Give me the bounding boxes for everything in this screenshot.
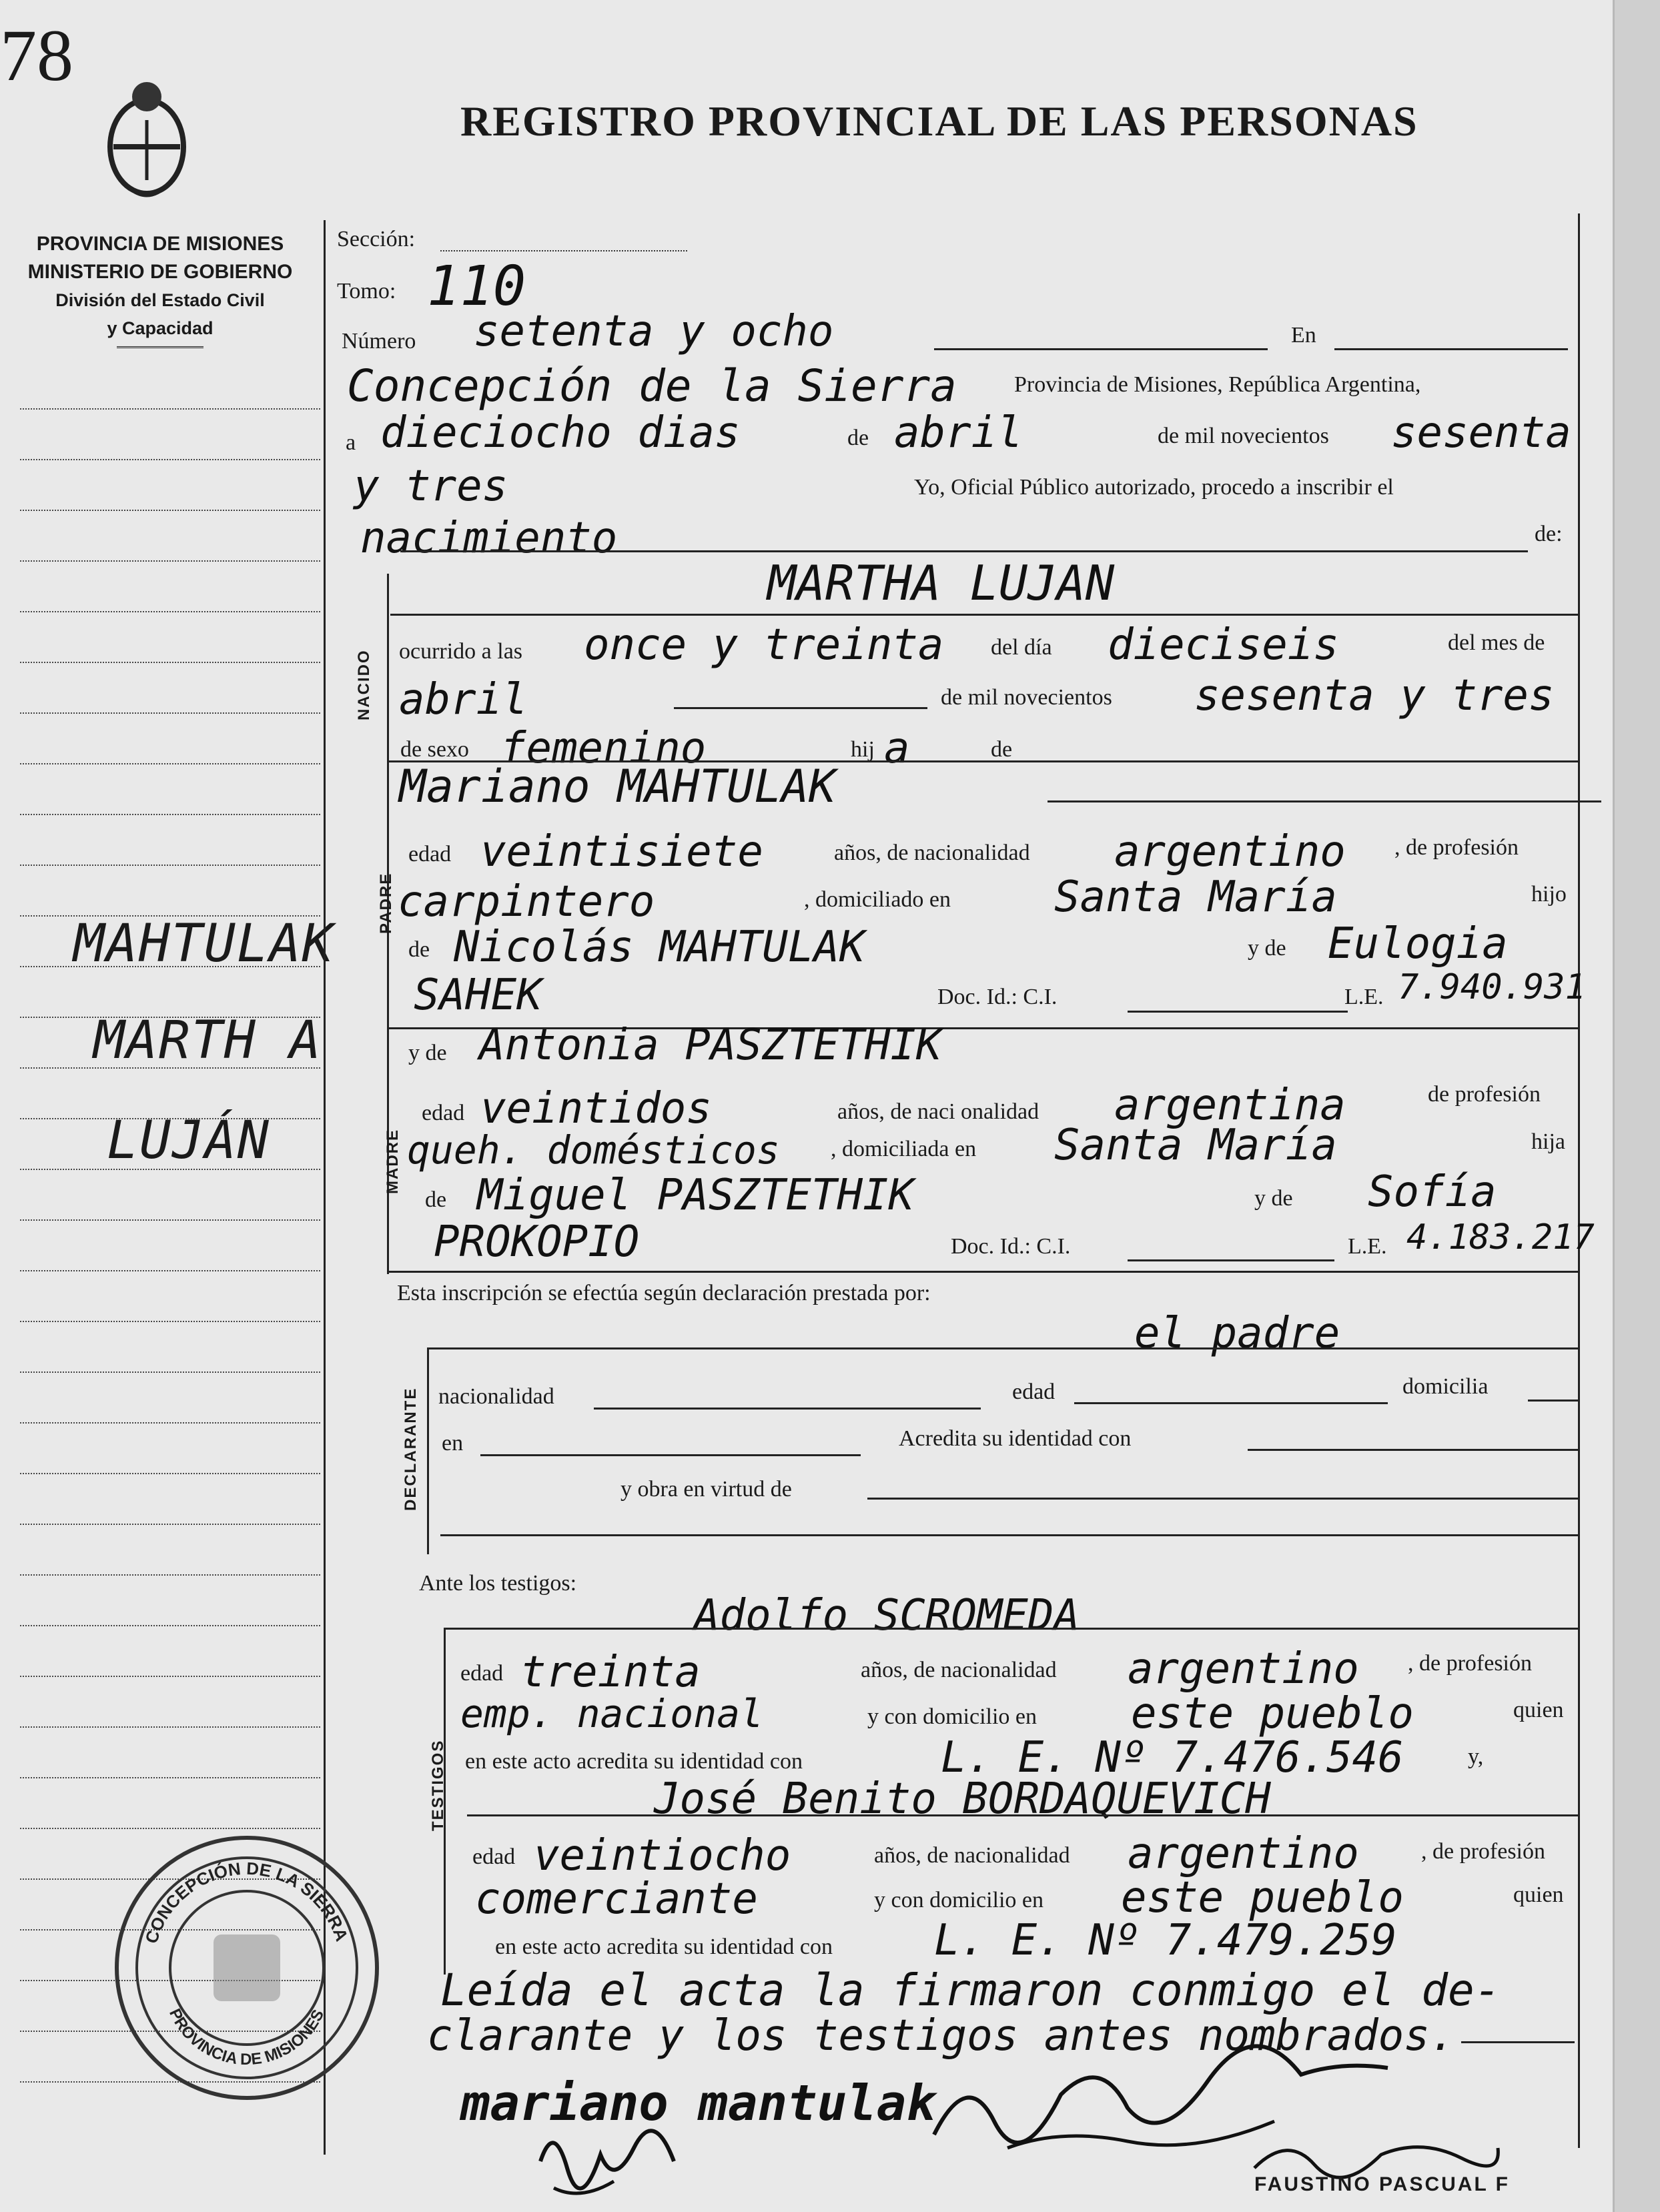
hij-label: hij (851, 737, 875, 762)
t2-edad-label: edad (472, 1844, 516, 1869)
margin-ruled-line (20, 560, 320, 562)
sexo-value: femenino (500, 724, 707, 773)
obra-line (867, 1498, 1578, 1500)
dom-label: , domiciliado en (804, 887, 951, 912)
mother-domicile: Santa María (1054, 1121, 1337, 1170)
le-label: L.E. (1348, 1234, 1387, 1259)
section-divider (387, 574, 389, 760)
margin-ruled-line (20, 1422, 320, 1424)
closing-line-2: clarante y los testigos antes nombrados. (427, 2011, 1456, 2061)
t1-dom-label: y con domicilio en (867, 1704, 1038, 1729)
mother-age: veintidos (480, 1084, 712, 1133)
province-text: Provincia de Misiones, República Argentina, (1014, 372, 1421, 397)
tomo-label: Tomo: (337, 279, 396, 304)
authority-line: y Capacidad (107, 318, 214, 338)
margin-ruled-line (20, 1726, 320, 1728)
father-profession: carpintero (398, 877, 655, 927)
t1-quien-label: quien (1513, 1698, 1564, 1722)
paternal-grandfather: Nicolás MAHTULAK (454, 923, 865, 972)
margin-ruled-line (20, 1473, 320, 1474)
birth-month-line (674, 707, 927, 709)
acredita-label: Acredita su identidad con (899, 1426, 1132, 1451)
page-number: 78 (0, 15, 73, 96)
declarante-en-label: en (442, 1431, 464, 1456)
t2-quien-label: quien (1513, 1882, 1564, 1907)
padre-de-label: de (408, 937, 430, 962)
witness-2-name: José Benito BORDAQUEVICH (654, 1774, 1271, 1824)
maternal-grandmother: Sofía (1368, 1167, 1497, 1217)
nacido-section-label: NACIDO (355, 649, 373, 720)
declarante-value: el padre (1134, 1309, 1340, 1358)
dom-label: , domiciliada en (831, 1137, 977, 1161)
authority-line: División del Estado Civil (55, 290, 265, 310)
mother-le-value: 4.183.217 (1406, 1217, 1595, 1257)
le-label: L.E. (1344, 985, 1384, 1009)
officer-text: Yo, Oficial Público autorizado, procedo a inscribir el (914, 475, 1394, 500)
witness-2-nationality: argentino (1128, 1829, 1359, 1878)
maternal-grandfather: Miguel PASZTETHIK (477, 1171, 915, 1220)
domicilia-line (1528, 1400, 1578, 1402)
declarante-bottom-line (440, 1534, 1578, 1536)
official-stamp: FAUSTINO PASCUAL F (1254, 2173, 1510, 2195)
witness-signature-icon (527, 2108, 701, 2208)
mother-profession: queh. domésticos (407, 1127, 780, 1173)
margin-ruled-line (20, 1270, 320, 1271)
nacionalidad-line (594, 1408, 981, 1410)
child-name: MARTHA LUJAN (767, 555, 1115, 611)
margin-ruled-line (20, 763, 320, 764)
margin-ruled-line (20, 1219, 320, 1221)
maternal-grandmother-surname: PROKOPIO (434, 1217, 640, 1267)
t2-nac-label: años, de nacionalidad (874, 1843, 1070, 1868)
witness-2-profession: comerciante (475, 1874, 758, 1924)
margin-note-line: MARTH A (93, 1011, 322, 1071)
father-signature: mariano mantulak (460, 2075, 936, 2132)
margin-ruled-line (20, 865, 320, 866)
a-label: a (346, 430, 356, 455)
margin-note-line: MAHTULAK (73, 914, 335, 974)
month-value: abril (894, 408, 1023, 458)
margin-ruled-line (20, 1676, 320, 1677)
margin-ruled-line (20, 459, 320, 460)
doc-label: Doc. Id.: C.I. (937, 985, 1058, 1009)
y-label: y, (1468, 1744, 1484, 1769)
witness-1-age: treinta (520, 1648, 701, 1697)
witness-1-domicile: este pueblo (1131, 1689, 1414, 1738)
en-line (480, 1454, 861, 1456)
margin-ruled-line (20, 1625, 320, 1626)
paternal-grandmother: Eulogia (1328, 919, 1508, 969)
de-label: de (847, 426, 869, 450)
obra-label: y obra en virtud de (620, 1477, 792, 1502)
seal-bottom-text: PROVINCIA DE MISIONES (165, 2006, 328, 2069)
section-divider (427, 1347, 429, 1554)
ci-line (1128, 1259, 1334, 1261)
father-name: Mariano MAHTULAK (399, 760, 837, 813)
witness-1-profession: emp. nacional (460, 1691, 763, 1736)
ci-line (1128, 1011, 1348, 1013)
t1-edad-label: edad (460, 1661, 504, 1686)
frame-right-border (1578, 213, 1580, 2148)
witness-1-nationality: argentino (1128, 1644, 1359, 1694)
section-rule (387, 1271, 1578, 1273)
authority-block (7, 230, 314, 348)
seccion-label: Sección: (337, 227, 416, 251)
father-nationality: argentino (1114, 827, 1346, 877)
page-title: REGISTRO PROVINCIAL DE LAS PERSONAS (460, 97, 1418, 145)
prof-label: de profesión (1428, 1082, 1541, 1107)
edad-line (1074, 1402, 1388, 1404)
padre-section-label: PADRE (377, 872, 395, 934)
official-seal-icon (107, 1828, 387, 2108)
authority-line: PROVINCIA DE MISIONES (36, 233, 284, 255)
closing-line-1: Leída el acta la firmaron conmigo el de- (440, 1965, 1501, 2016)
nacido-de-label: de (991, 737, 1013, 762)
authority-line: MINISTERIO DE GOBIERNO (27, 261, 293, 283)
margin-ruled-line (20, 510, 320, 511)
numero-line (934, 348, 1268, 350)
hijo-label: hijo (1531, 882, 1567, 907)
t1-prof-label: , de profesión (1408, 1651, 1533, 1676)
margin-ruled-line (20, 1371, 320, 1373)
day-value: dieciocho dias (380, 408, 741, 458)
edad-label: edad (408, 842, 452, 867)
testigos-intro: Ante los testigos: (419, 1571, 577, 1596)
closing-line (1461, 2041, 1575, 2043)
de-colon-label: de: (1535, 522, 1563, 546)
margin-ruled-line (20, 712, 320, 714)
seccion-line (440, 250, 687, 251)
act-value: nacimiento (360, 514, 618, 563)
act-line (400, 550, 1528, 552)
testigos-section-label: TESTIGOS (429, 1739, 447, 1831)
doc-label: Doc. Id.: C.I. (951, 1234, 1071, 1259)
t1-nac-label: años, de nacionalidad (861, 1658, 1057, 1682)
nacionalidad-label: nacionalidad (438, 1384, 554, 1409)
hija-label: hija (1531, 1129, 1565, 1154)
margin-ruled-line (20, 1524, 320, 1525)
double-rule (117, 346, 203, 348)
margin-ruled-line (20, 1321, 320, 1322)
coat-of-arms-icon (100, 73, 193, 220)
dia-label: del día (991, 635, 1052, 660)
madre-de-label: de (425, 1187, 447, 1212)
witness-2-line (467, 1814, 1578, 1816)
witness-1-name: Adolfo SCROMEDA (694, 1591, 1080, 1640)
domicilia-label: domicilia (1402, 1374, 1489, 1399)
margin-ruled-line (20, 1777, 320, 1778)
madre-section-label: MADRE (384, 1129, 402, 1194)
en-line (1334, 348, 1568, 350)
witness-1-doc: L. E. Nº 7.476.546 (941, 1733, 1404, 1782)
father-domicile: Santa María (1054, 873, 1337, 922)
svg-text:PROVINCIA DE MISIONES (165, 2006, 328, 2069)
year-prefix: de mil novecientos (1158, 424, 1329, 448)
declarante-section-label: DECLARANTE (402, 1387, 420, 1511)
year-value-1: sesenta (1391, 408, 1571, 458)
padre-yde-label: y de (1248, 936, 1286, 961)
seal-text: CONCEPCIÓN DE LA SIERRA (141, 1858, 352, 1947)
nac-label: años, de naci onalidad (837, 1099, 1040, 1124)
madre-yde2-label: y de (1254, 1186, 1293, 1211)
year-value-2: y tres (354, 462, 508, 511)
en-label: En (1291, 323, 1316, 348)
sexo-label: de sexo (400, 737, 469, 762)
margin-ruled-line (20, 408, 320, 410)
birth-year-value: sesenta y tres (1194, 671, 1555, 720)
svg-text:CONCEPCIÓN DE LA SIERRA (141, 1858, 352, 1946)
ocurrido-label: ocurrido a las (399, 639, 523, 664)
declarante-edad-label: edad (1012, 1379, 1056, 1404)
birth-year-label: de mil novecientos (941, 685, 1112, 710)
witness-1-line (444, 1628, 1578, 1630)
prof-label: , de profesión (1394, 835, 1519, 860)
margin-note-line: LUJÁN (107, 1111, 270, 1171)
father-le-value: 7.940.931 (1398, 967, 1586, 1007)
numero-value: setenta y ocho (474, 307, 834, 356)
madre-yde-label: y de (408, 1041, 447, 1065)
mes-label: del mes de (1448, 630, 1545, 655)
t2-dom-label: y con domicilio en (874, 1888, 1044, 1912)
margin-ruled-line (20, 611, 320, 612)
acredita-line (1248, 1449, 1578, 1451)
father-name-line (1048, 800, 1601, 802)
birth-month-value: abril (399, 675, 528, 724)
numero-label: Número (342, 329, 416, 354)
t1-acredita-label: en este acto acredita su identidad con (465, 1749, 803, 1774)
place-value: Concepción de la Sierra (347, 360, 957, 412)
declarante-intro: Esta inscripción se efectúa según declaración prestada por: (397, 1281, 931, 1305)
hour-value: once y treinta (584, 620, 944, 670)
t2-acredita-label: en este acto acredita su identidad con (495, 1934, 833, 1959)
margin-ruled-line (20, 662, 320, 663)
book-edge (1613, 0, 1660, 2212)
tomo-value: 110 (427, 255, 526, 318)
declarante-line (427, 1347, 1578, 1349)
paternal-grandmother-surname: SAHEK (414, 971, 542, 1020)
hij-value: a (884, 724, 910, 773)
margin-ruled-line (20, 814, 320, 815)
child-line (390, 614, 1578, 616)
father-age: veintisiete (480, 827, 763, 877)
mother-name: Antonia PASZTETHIK (479, 1021, 942, 1070)
margin-ruled-line (20, 1574, 320, 1576)
witness-2-doc: L. E. Nº 7.479.259 (934, 1916, 1397, 1965)
edad-label: edad (422, 1101, 465, 1125)
witness-2-age: veintiocho (534, 1831, 791, 1880)
birth-day-value: dieciseis (1108, 620, 1339, 670)
mother-nationality: argentina (1114, 1081, 1346, 1130)
t2-prof-label: , de profesión (1421, 1839, 1546, 1864)
nac-label: años, de nacionalidad (834, 841, 1030, 865)
witness-2-domicile: este pueblo (1121, 1873, 1404, 1922)
